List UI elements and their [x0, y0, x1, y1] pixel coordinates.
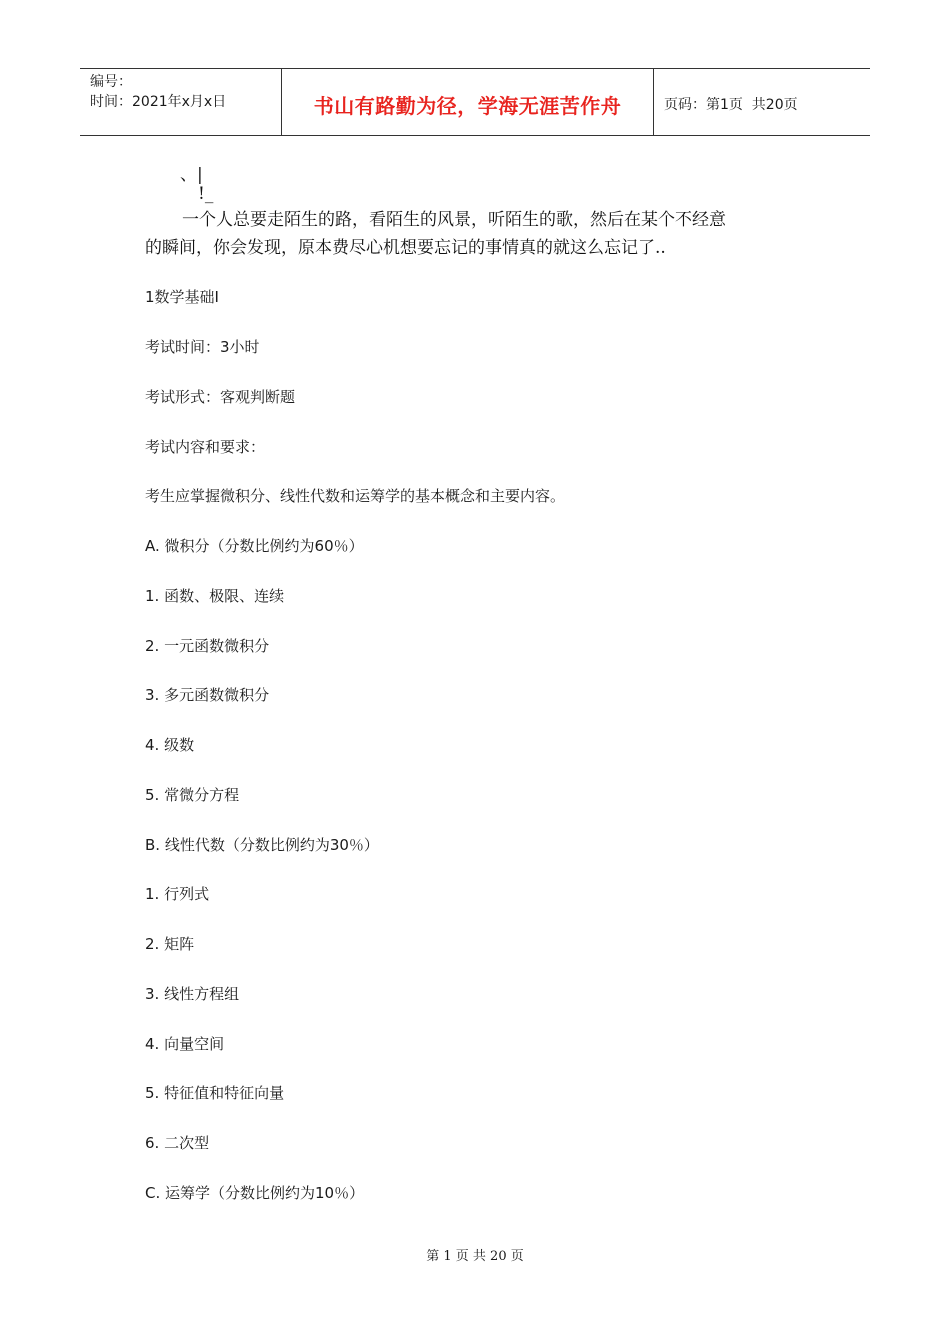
number-label: 编号： [90, 74, 132, 90]
header-page-info-cell [654, 69, 870, 135]
part-b-heading: B. 线性代数（分数比例约为30％） [145, 836, 379, 854]
exam-content-heading: 考试内容和要求： [145, 438, 266, 456]
part-c-heading: C. 运筹学（分数比例约为10％） [145, 1184, 365, 1202]
motto: 书山有路勤为径，学海无涯苦作舟 [313, 93, 622, 118]
list-item: 4. 级数 [145, 736, 195, 754]
list-item: 2. 一元函数微积分 [145, 637, 270, 655]
list-item: 1. 函数、极限、连续 [145, 587, 285, 605]
list-item: 5. 特征值和特征向量 [145, 1084, 285, 1102]
part-a-heading: A. 微积分（分数比例约为60％） [145, 537, 364, 555]
list-item: 4. 向量空间 [145, 1035, 225, 1053]
header-motto-cell [282, 69, 654, 135]
time-label: 时间：2021年x月x日 [90, 94, 227, 110]
list-item: 1. 行列式 [145, 885, 210, 903]
intro-paragraph [145, 206, 810, 262]
list-item: 2. 矩阵 [145, 935, 195, 953]
list-item: 5. 常微分方程 [145, 786, 240, 804]
exam-format: 考试形式：客观判断题 [145, 388, 296, 406]
intro-line-1: 一个人总要走陌生的路，看陌生的风景，听陌生的歌，然后在某个不经意 [182, 210, 726, 230]
section-title: 1数学基础Ⅰ [145, 288, 219, 306]
exam-time: 考试时间：3小时 [145, 338, 260, 356]
stray-mark-1: 、| [180, 165, 203, 185]
list-item: 6. 二次型 [145, 1134, 210, 1152]
list-item: 3. 线性方程组 [145, 985, 240, 1003]
document-header [80, 68, 870, 136]
exam-requirement: 考生应掌握微积分、线性代数和运筹学的基本概念和主要内容。 [145, 487, 566, 505]
intro-line-2: 的瞬间，你会发现，原本费尽心机想要忘记的事情真的就这么忘记了.. [145, 238, 666, 258]
stray-mark-2: !_ [198, 184, 214, 204]
header-meta [80, 69, 282, 135]
page-footer: 第 1 页 共 20 页 [426, 1249, 524, 1264]
list-item: 3. 多元函数微积分 [145, 686, 270, 704]
page-info: 页码：第1页 共20页 [664, 97, 798, 113]
